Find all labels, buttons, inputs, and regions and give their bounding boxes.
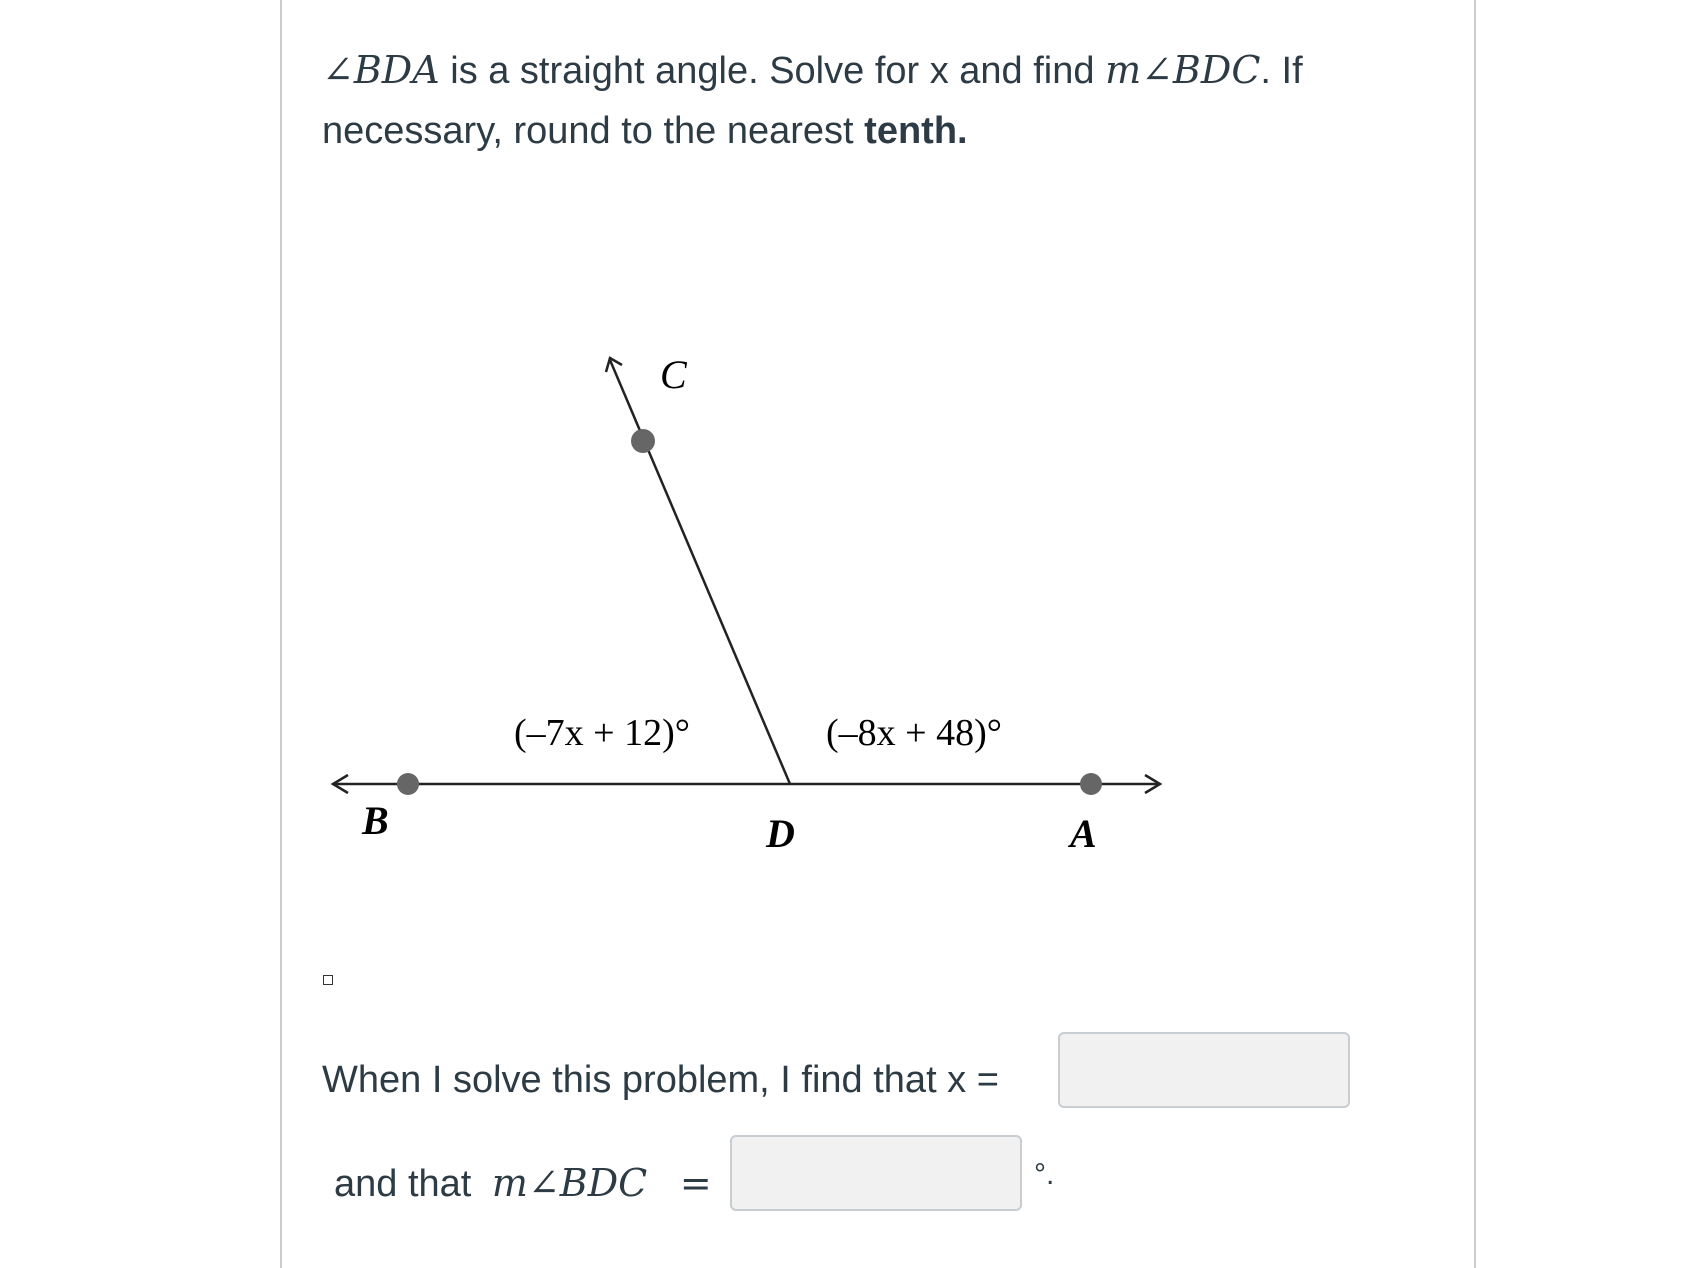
prompt-text-2: . If necessary, round to the nearest [322,50,1303,152]
angle-right-label: (–8x + 48)° [826,712,1002,754]
label-c: C [660,352,687,397]
prompt-text-1: is a straight angle. Solve for x and find [439,50,1106,92]
measure-prefix: and that [334,1163,472,1205]
label-b: B [362,798,389,843]
measure-symbol: m∠BDC [491,1161,648,1205]
x-answer-line [322,1057,999,1103]
point-c [631,429,655,453]
prompt-emphasis: tenth. [864,110,968,152]
label-a: A [1070,811,1097,856]
point-b [397,773,419,795]
point-a [1080,773,1102,795]
measure-bdc-symbol: m∠BDC [1105,48,1261,92]
degree-suffix: °. [1034,1158,1055,1191]
label-d: D [766,811,795,856]
angle-measure-input[interactable] [730,1135,1022,1211]
x-prompt: When I solve this problem, I find that x = [322,1059,999,1101]
angle-left-label: (–7x + 12)° [514,712,690,754]
angle-diagram [300,330,1200,870]
question-prompt [322,40,1362,161]
equals-sign: = [679,1161,712,1205]
checkbox-icon [323,975,333,985]
angle-bda-symbol: ∠BDA [322,48,440,92]
measure-answer-line [334,1160,712,1207]
x-answer-input[interactable] [1058,1032,1350,1108]
